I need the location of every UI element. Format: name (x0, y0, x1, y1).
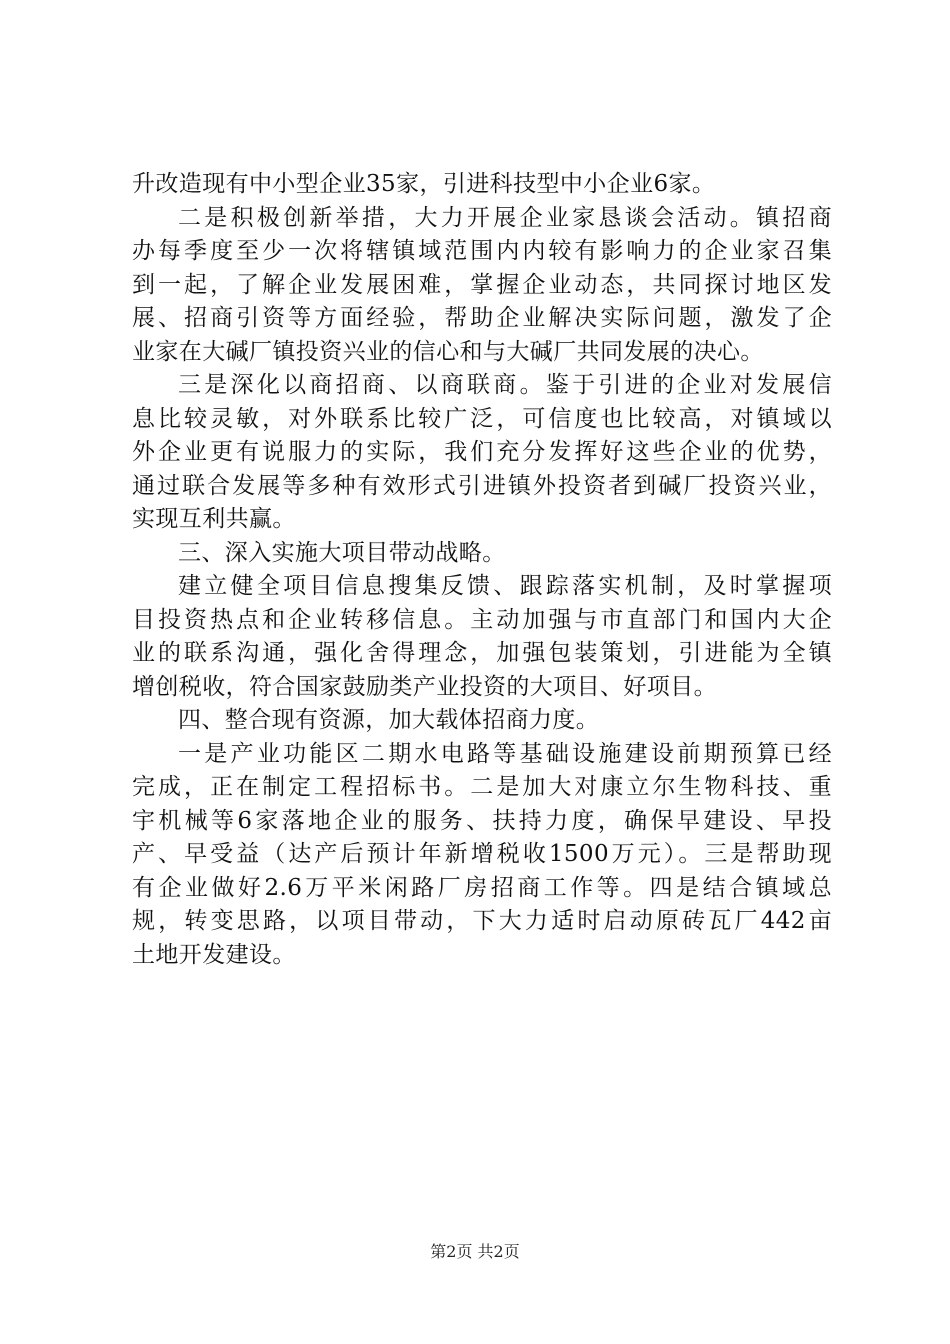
text-line: 三是深化以商招商、以商联商。鉴于引进的企业对发展信 (178, 372, 832, 398)
text-line: 目投资热点和企业转移信息。主动加强与市直部门和国内大企 (132, 606, 832, 633)
page-footer: 第2页 共2页 (430, 1242, 520, 1261)
text-line: 升改造现有中小型企业35家，引进科技型中小企业6家。 (132, 171, 716, 197)
text-line: 办每季度至少一次将辖镇域范围内内较有影响力的企业家召集 (132, 238, 832, 264)
text-line: 完成，正在制定工程招标书。二是加大对康立尔生物科技、重 (132, 774, 832, 800)
text-line: 业的联系沟通，强化舍得理念，加强包装策划，引进能为全镇 (132, 640, 832, 666)
text-line: 土地开发建设。 (132, 941, 296, 968)
text-line: 四、整合现有资源，加大载体招商力度。 (178, 707, 600, 733)
text-line: 业家在大碱厂镇投资兴业的信心和与大碱厂共同发展的决心。 (132, 338, 764, 365)
document-body (132, 168, 832, 972)
text-line: 息比较灵敏，对外联系比较广泛，可信度也比较高，对镇域以 (132, 405, 832, 432)
text-line: 展、招商引资等方面经验，帮助企业解决实际问题，激发了企 (132, 305, 832, 331)
text-line: 规，转变思路，以项目带动，下大力适时启动原砖瓦厂442亩 (132, 908, 832, 934)
text-line: 增创税收，符合国家鼓励类产业投资的大项目、好项目。 (132, 673, 717, 700)
text-line: 二是积极创新举措，大力开展企业家恳谈会活动。镇招商 (178, 204, 832, 231)
text-line: 外企业更有说服力的实际，我们充分发挥好这些企业的优势， (132, 439, 832, 465)
text-line: 宇机械等6家落地企业的服务、扶持力度，确保早建设、早投 (132, 807, 832, 834)
text-line: 三、深入实施大项目带动战略。 (178, 539, 506, 566)
text-line: 一是产业功能区二期水电路等基础设施建设前期预算已经 (178, 740, 832, 767)
text-line: 产、早受益（达产后预计年新增税收1500万元）。三是帮助现 (132, 841, 832, 867)
text-line: 通过联合发展等多种有效形式引进镇外投资者到碱厂投资兴业， (132, 472, 832, 499)
text-line: 建立健全项目信息搜集反馈、跟踪落实机制，及时掌握项 (178, 573, 832, 599)
text-line: 有企业做好2.6万平米闲路厂房招商工作等。四是结合镇域总 (132, 874, 832, 901)
text-line: 到一起，了解企业发展困难，掌握企业动态，共同探讨地区发 (132, 271, 832, 298)
text-line: 实现互利共赢。 (132, 506, 296, 532)
